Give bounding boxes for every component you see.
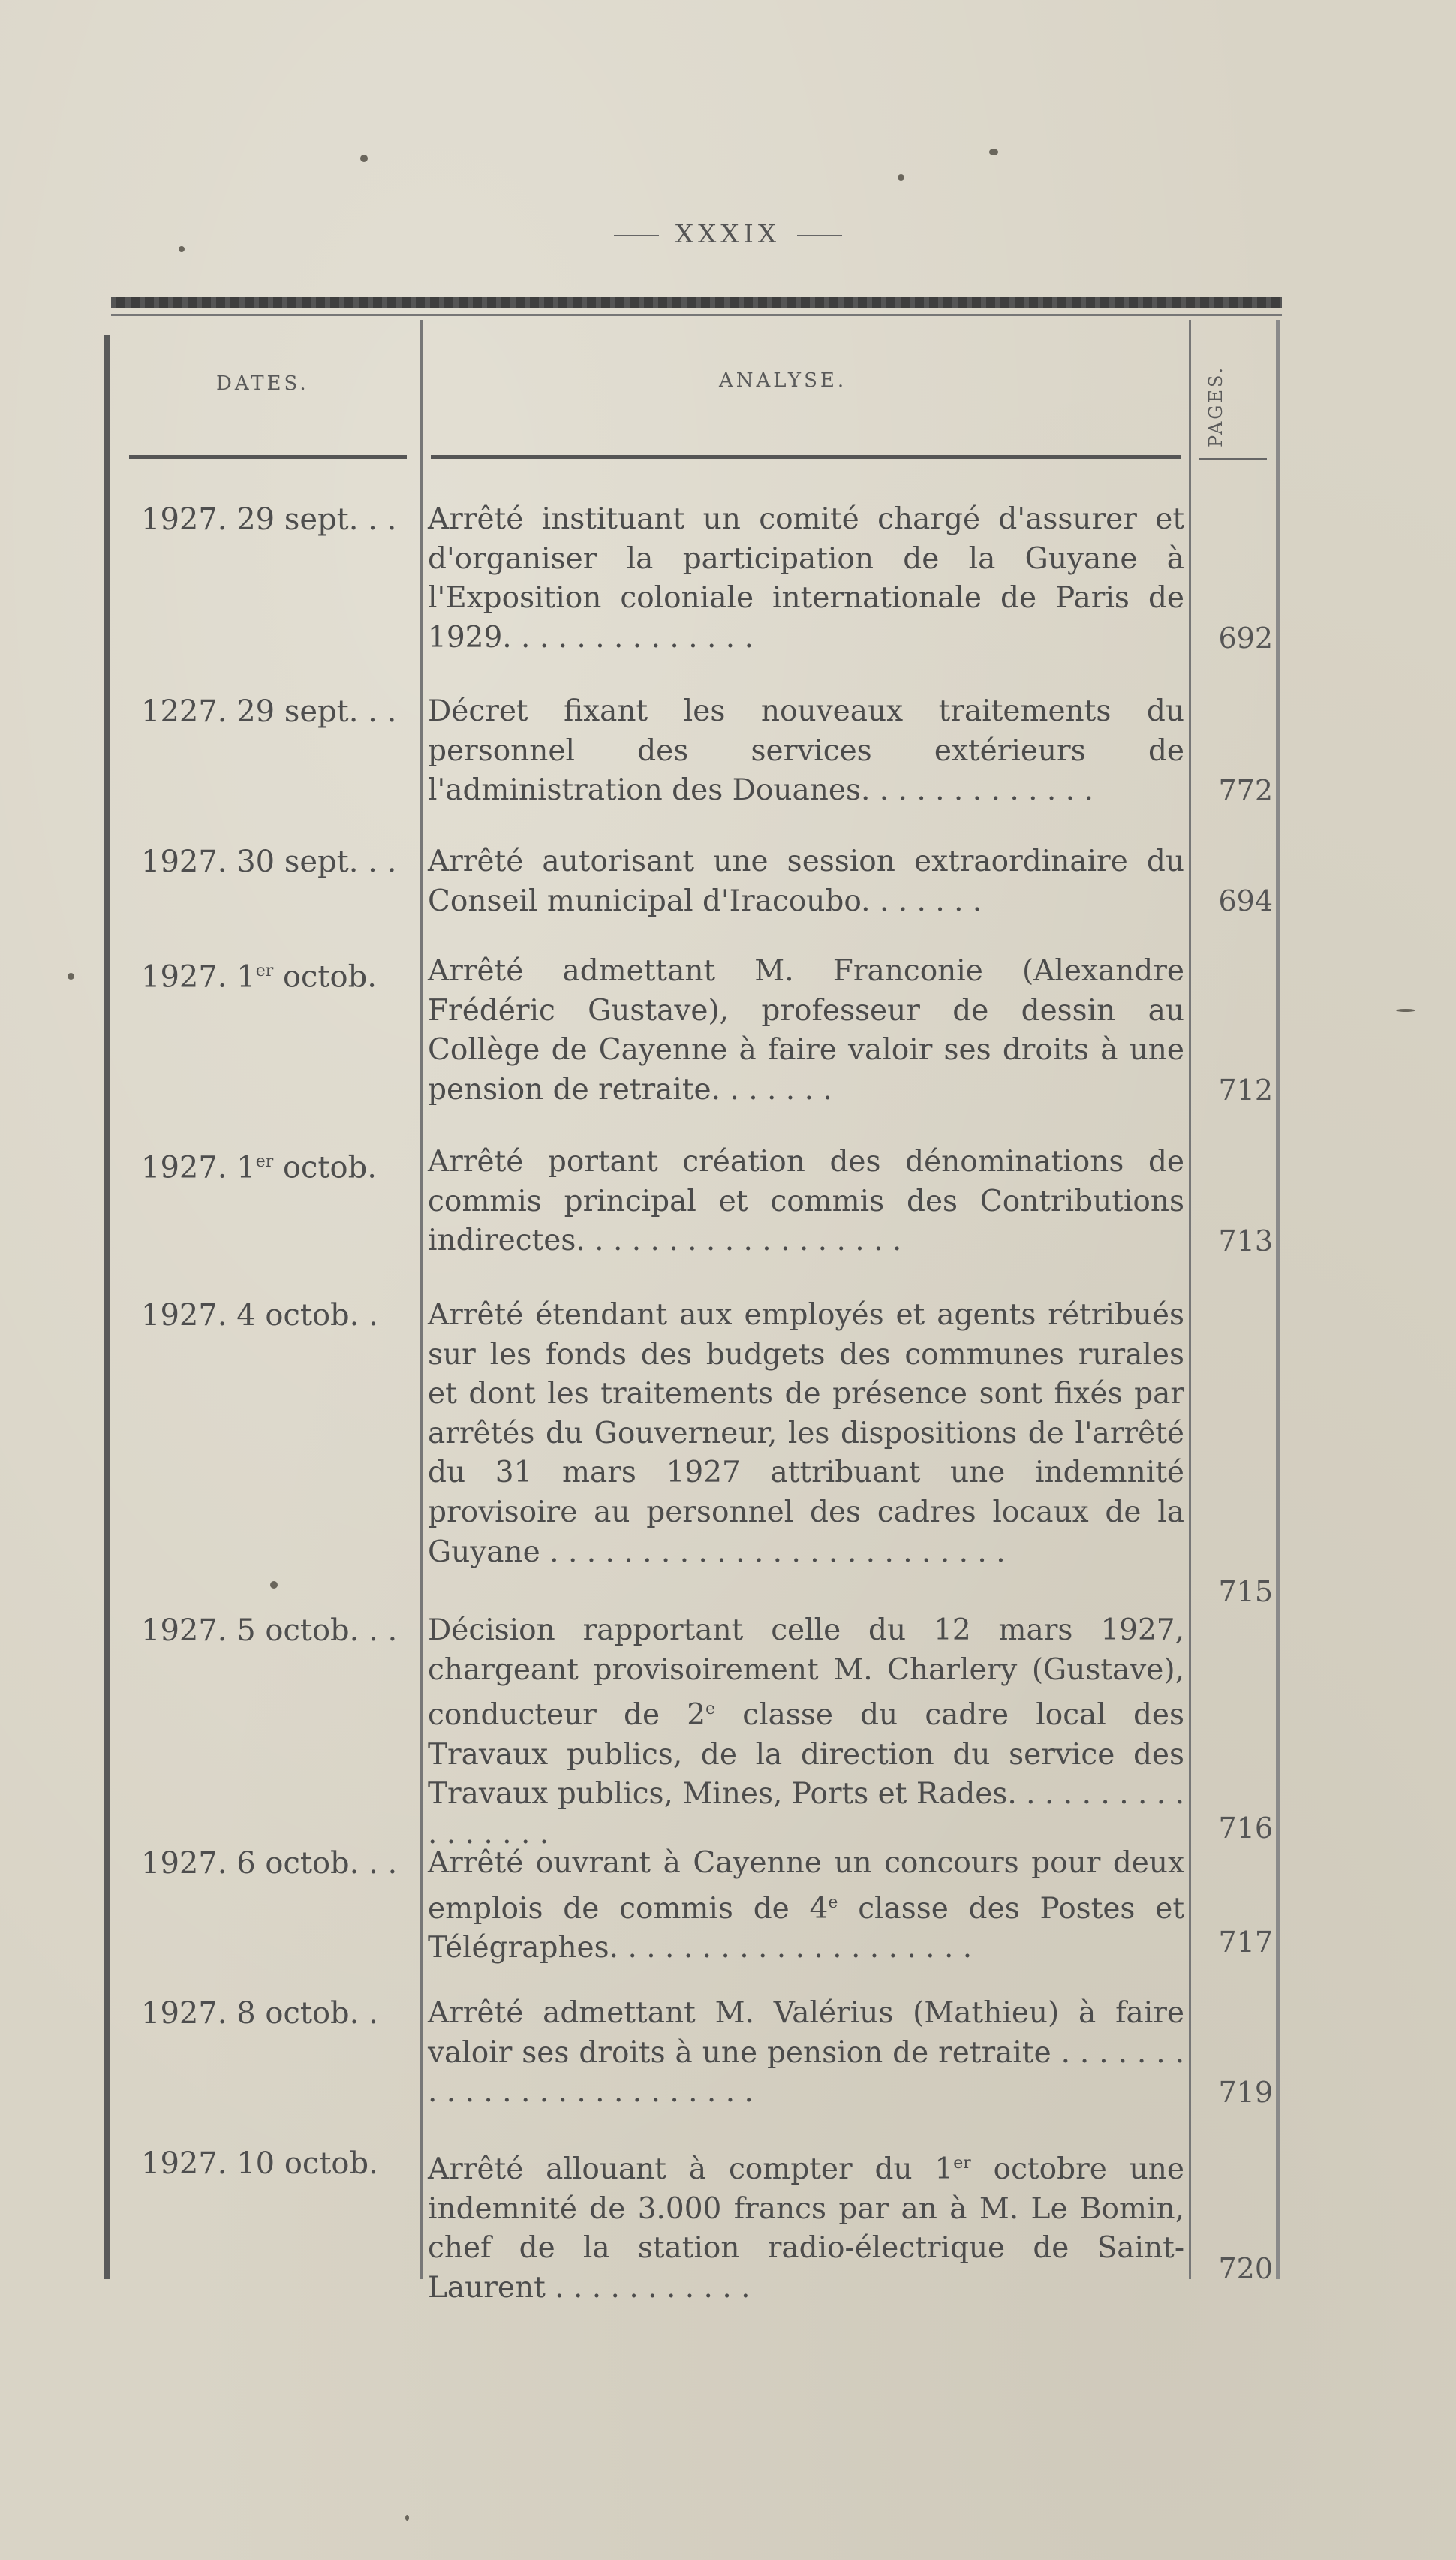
row-date: 1927. 1er octob. bbox=[141, 1150, 377, 1185]
row-date: 1927. 1er octob. bbox=[141, 959, 377, 995]
header-underline-dates bbox=[129, 455, 407, 459]
row-date: 1927. 29 sept. . . bbox=[141, 502, 397, 537]
row-date: 1927. 4 octob. . bbox=[141, 1298, 378, 1333]
row-page: 716 bbox=[1218, 1812, 1273, 1845]
row-date: 1927. 10 octob. bbox=[141, 2146, 378, 2181]
paper-speck bbox=[360, 155, 368, 162]
row-analysis: Arrêté portant création des dénominations de commis principal et commis des Contributions indirectes. . . . . . . . . . . . . . . . . . bbox=[428, 1145, 1184, 1258]
column-divider-dates bbox=[420, 320, 423, 2279]
row-page: 772 bbox=[1218, 774, 1273, 807]
row-date: 1927. 5 octob. . . bbox=[141, 1613, 398, 1648]
row-page: 692 bbox=[1218, 622, 1273, 655]
row-analysis: Décret fixant les nouveaux traitements du personnel des services extérieurs de l'administration des Douanes. . . . . . . . . . . . . bbox=[428, 694, 1184, 808]
row-page: 720 bbox=[1218, 2252, 1273, 2285]
row-page: 713 bbox=[1218, 1224, 1273, 1257]
row-page: 694 bbox=[1218, 884, 1273, 917]
header-underline-analyse bbox=[431, 455, 1181, 459]
paper-speck bbox=[405, 2515, 409, 2521]
row-analysis: Arrêté autorisant une session extraordinaire du Conseil municipal d'Iracoubo. . . . . . . bbox=[428, 845, 1184, 918]
paper-speck bbox=[898, 174, 904, 181]
header-pages: PAGES. bbox=[1205, 365, 1226, 447]
top-rule bbox=[111, 297, 1282, 308]
paper-speck bbox=[68, 973, 74, 980]
top-rule-thin bbox=[111, 314, 1282, 316]
row-analysis: Arrêté étendant aux employés et agents rétribués sur les fonds des budgets des communes rurales et dont les traitements de présence sont fixés par arrêtés du Gouverneur, les dispositions de l'arrêté du 31 mars 1927 attribuant une indemnité provisoire au personnel des cadres locaux de la Guyane . . . . . . . . . . . . . . . . . . . . . . . . . bbox=[428, 1298, 1184, 1569]
row-page: 719 bbox=[1218, 2076, 1273, 2109]
row-page: 712 bbox=[1218, 1074, 1273, 1107]
row-page: 715 bbox=[1218, 1575, 1273, 1608]
paper-speck bbox=[989, 149, 998, 155]
row-analysis: Arrêté admettant M. Valérius (Mathieu) à faire valoir ses droits à une pension de retraite . . . . . . . . . . . . . . . . . . . . . . . . . bbox=[428, 1996, 1184, 2110]
page-number: XXXIX bbox=[0, 219, 1456, 249]
index-table bbox=[104, 297, 1297, 2305]
left-border bbox=[104, 335, 110, 2279]
row-date: 1927. 6 octob. . . bbox=[141, 1846, 398, 1881]
row-analysis: Arrêté allouant à compter du 1er octobre une indemnité de 3.000 francs par an à M. Le Bomin, chef de la station radio-électrique de Saint-Laurent . . . . . . . . . . . bbox=[428, 2152, 1184, 2305]
row-date: 1227. 29 sept. . . bbox=[141, 694, 397, 729]
paper-speck bbox=[1396, 1009, 1415, 1012]
row-date: 1927. 8 octob. . bbox=[141, 1996, 378, 2031]
row-analysis: Décision rapportant celle du 12 mars 1927, chargeant provisoirement M. Charlery (Gustave), conducteur de 2e classe du cadre local des Travaux publics, de la direction du service des Travaux publics, Mines, Ports et Rades. . . . . . . . . . . . . . . . . bbox=[428, 1613, 1185, 1851]
row-analysis: Arrêté ouvrant à Cayenne un concours pour deux emplois de commis de 4e classe des Postes et Télégraphes. . . . . . . . . . . . . . . . . . . . bbox=[428, 1846, 1185, 1965]
paper-speck bbox=[179, 246, 185, 252]
header-dates: DATES. bbox=[216, 372, 309, 395]
row-date: 1927. 30 sept. . . bbox=[141, 845, 397, 879]
row-analysis: Arrêté instituant un comité chargé d'assurer et d'organiser la participation de la Guyane à l'Exposition coloniale internationale de Paris de 1929. . . . . . . . . . . . . . bbox=[428, 502, 1184, 655]
column-divider-pages bbox=[1189, 320, 1191, 2279]
header-analyse: ANALYSE. bbox=[719, 369, 847, 392]
paper-speck bbox=[270, 1581, 278, 1589]
row-analysis: Arrêté admettant M. Franconie (Alexandre Frédéric Gustave), professeur de dessin au Collège de Cayenne à faire valoir ses droits à une pension de retraite. . . . . . . bbox=[428, 954, 1184, 1107]
row-page: 717 bbox=[1218, 1926, 1273, 1959]
right-border bbox=[1276, 320, 1280, 2279]
header-underline-pages bbox=[1199, 458, 1267, 460]
